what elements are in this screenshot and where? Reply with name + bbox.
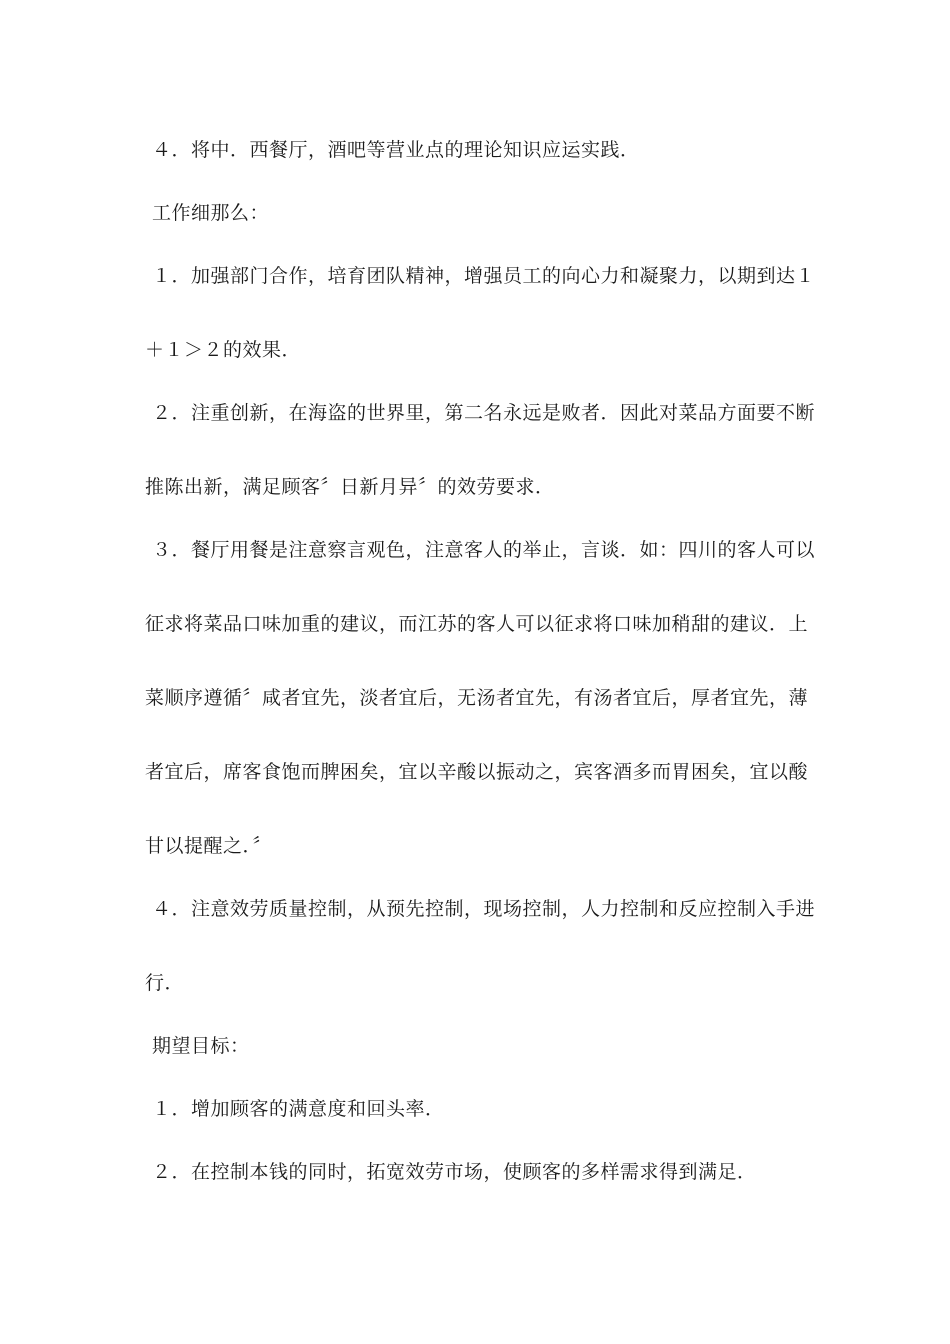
text-line: ４．注意效劳质量控制，从预先控制，现场控制，人力控制和反应控制入手进 <box>152 898 816 920</box>
text-line: 菜顺序遵循〞咸者宜先，淡者宜后，无汤者宜先，有汤者宜后，厚者宜先，薄 <box>145 687 809 709</box>
text-line: ＋１＞２的效果． <box>145 339 302 361</box>
text-line: 行． <box>145 972 185 994</box>
text-line: 征求将菜品口味加重的建议，而江苏的客人可以征求将口味加稍甜的建议．上 <box>145 613 809 635</box>
section-heading: 期望目标： <box>152 1035 250 1057</box>
text-line: 甘以提醒之．〞 <box>145 835 273 857</box>
text-line: ４．将中．西餐厅，酒吧等营业点的理论知识应运实践． <box>152 139 640 161</box>
text-line: ３．餐厅用餐是注意察言观色，注意客人的举止，言谈．如：四川的客人可以 <box>152 539 816 561</box>
text-line: １．增加顾客的满意度和回头率． <box>152 1098 445 1120</box>
text-line: １．加强部门合作，培育团队精神，增强员工的向心力和凝聚力，以期到达１ <box>152 265 816 287</box>
text-line: ２．注重创新，在海盗的世界里，第二名永远是败者．因此对菜品方面要不断 <box>152 402 816 424</box>
text-line: 者宜后，席客食饱而脾困矣，宜以辛酸以振动之，宾客酒多而胃困矣，宜以酸 <box>145 761 809 783</box>
text-line: 推陈出新，满足顾客〞日新月异〞的效劳要求． <box>145 476 555 498</box>
section-heading: 工作细那么： <box>152 202 270 224</box>
text-line: ２．在控制本钱的同时，拓宽效劳市场，使顾客的多样需求得到满足． <box>152 1161 757 1183</box>
